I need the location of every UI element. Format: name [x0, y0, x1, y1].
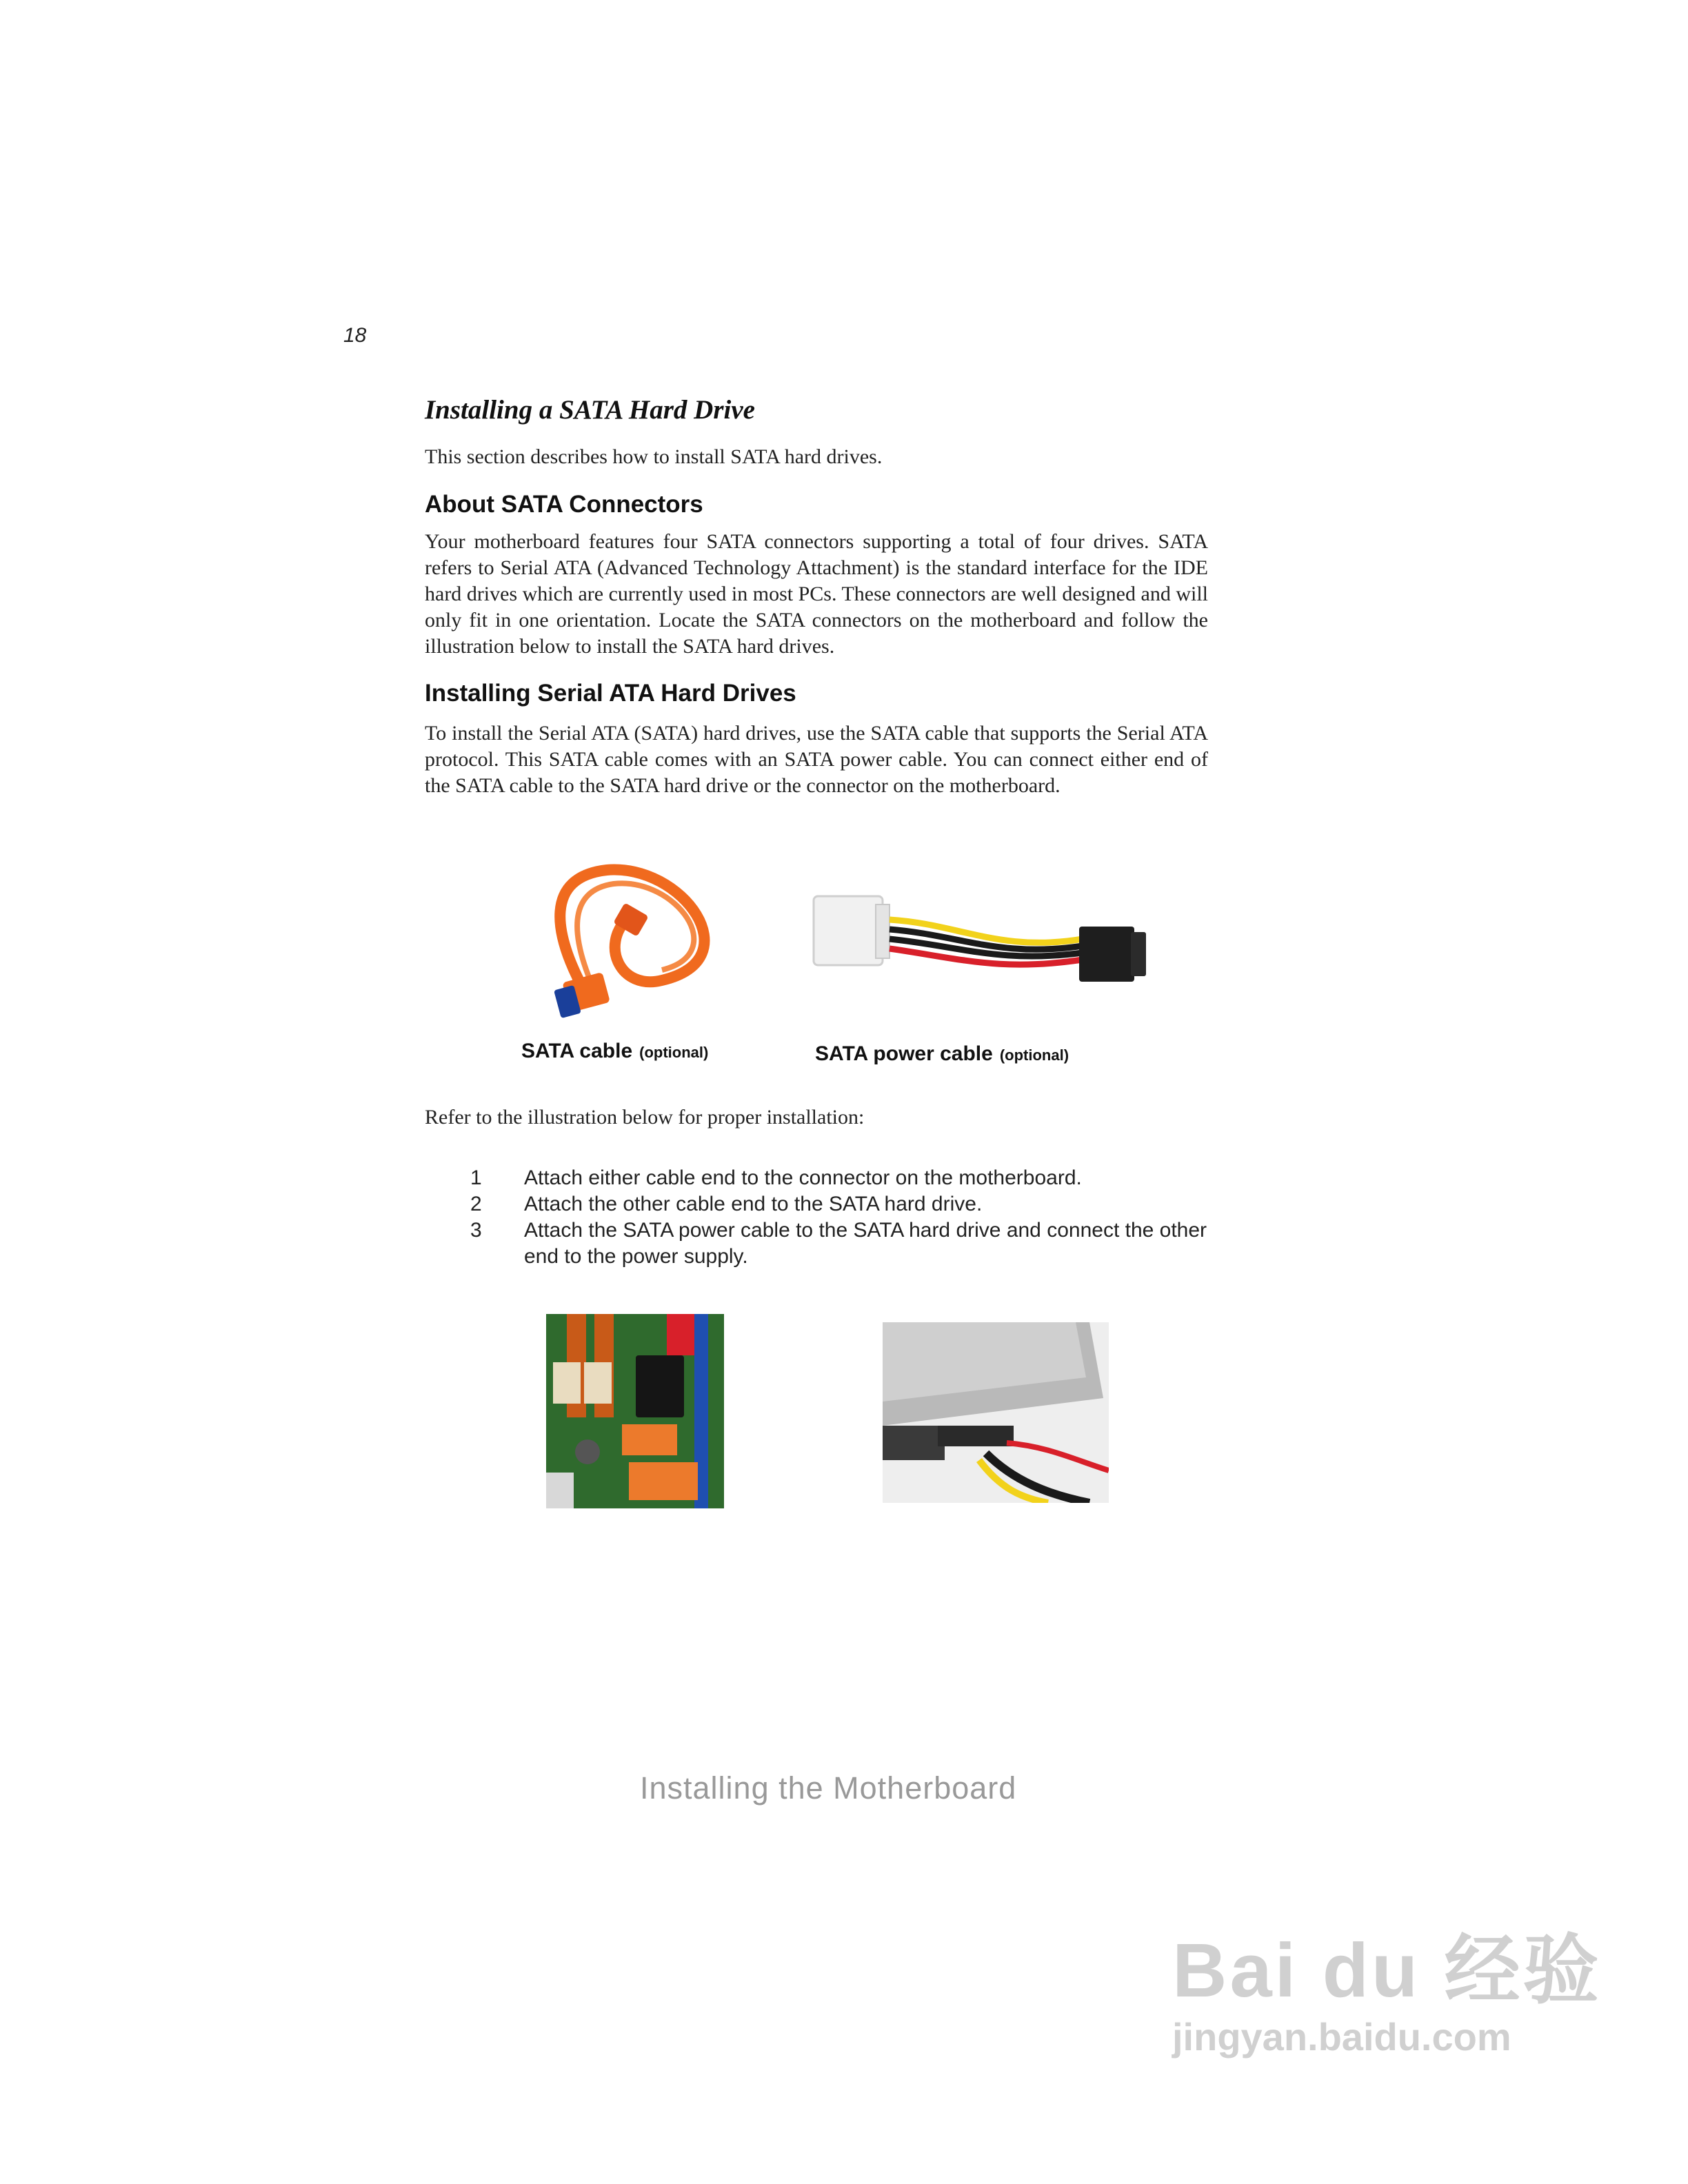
step-text: Attach the other cable end to the SATA hard drive.: [524, 1193, 983, 1215]
step-item: [470, 1217, 1208, 1270]
sata-power-cable-label: SATA power cable: [815, 1042, 993, 1065]
install-heading: Installing Serial ATA Hard Drives: [425, 680, 796, 707]
about-heading: About SATA Connectors: [425, 491, 703, 518]
step-item: [470, 1165, 1208, 1191]
sata-cable-caption: [521, 1040, 708, 1063]
hard-drive-photo: [883, 1322, 1109, 1503]
sata-power-cable-caption: [815, 1042, 1069, 1066]
sata-cable-image: [524, 849, 745, 1029]
step-text: Attach either cable end to the connector on the motherboard.: [524, 1166, 1082, 1189]
step-number: 3: [470, 1219, 482, 1242]
about-paragraph: Your motherboard features four SATA connectors supporting a total of four drives. SATA refers to Serial ATA (Advanced Technology Attachment) is the standard interface for the IDE hard drives which are currently used in most PCs. These connectors are well designed and will only fit in one orientation. Locate the SATA connectors on the motherboard and follow the illustration below to install the SATA hard drives.: [425, 530, 1208, 658]
sata-power-cable-image: [807, 884, 1152, 1001]
install-paragraph: To install the Serial ATA (SATA) hard drives, use the SATA cable that supports the Serial ATA protocol. This SATA cable comes with an SATA power cable. You can connect either end of the SATA cable to the SATA hard drive or the connector on the motherboard.: [425, 722, 1208, 797]
step-text: Attach the SATA power cable to the SATA hard drive and connect the other end to the power supply.: [524, 1219, 1207, 1268]
intro-paragraph: This section describes how to install SATA hard drives.: [425, 445, 883, 468]
refer-paragraph: Refer to the illustration below for proper installation:: [425, 1106, 865, 1129]
page-footer: Installing the Motherboard: [640, 1770, 1017, 1806]
sata-cable-label: SATA cable: [521, 1040, 633, 1062]
step-number: 2: [470, 1193, 482, 1215]
watermark: [1172, 1910, 1602, 2059]
motherboard-connector-photo: [546, 1314, 724, 1508]
optional-label: (optional): [999, 1046, 1069, 1064]
optional-label: (optional): [639, 1044, 709, 1061]
watermark-url: jingyan.baidu.com: [1172, 2015, 1511, 2059]
watermark-brand: Bai du 经验: [1172, 1928, 1602, 2013]
step-number: 1: [470, 1166, 482, 1189]
step-item: [470, 1191, 1208, 1217]
page-number: 18: [343, 324, 367, 347]
installation-steps: [470, 1165, 1208, 1270]
section-title: Installing a SATA Hard Drive: [425, 395, 755, 425]
